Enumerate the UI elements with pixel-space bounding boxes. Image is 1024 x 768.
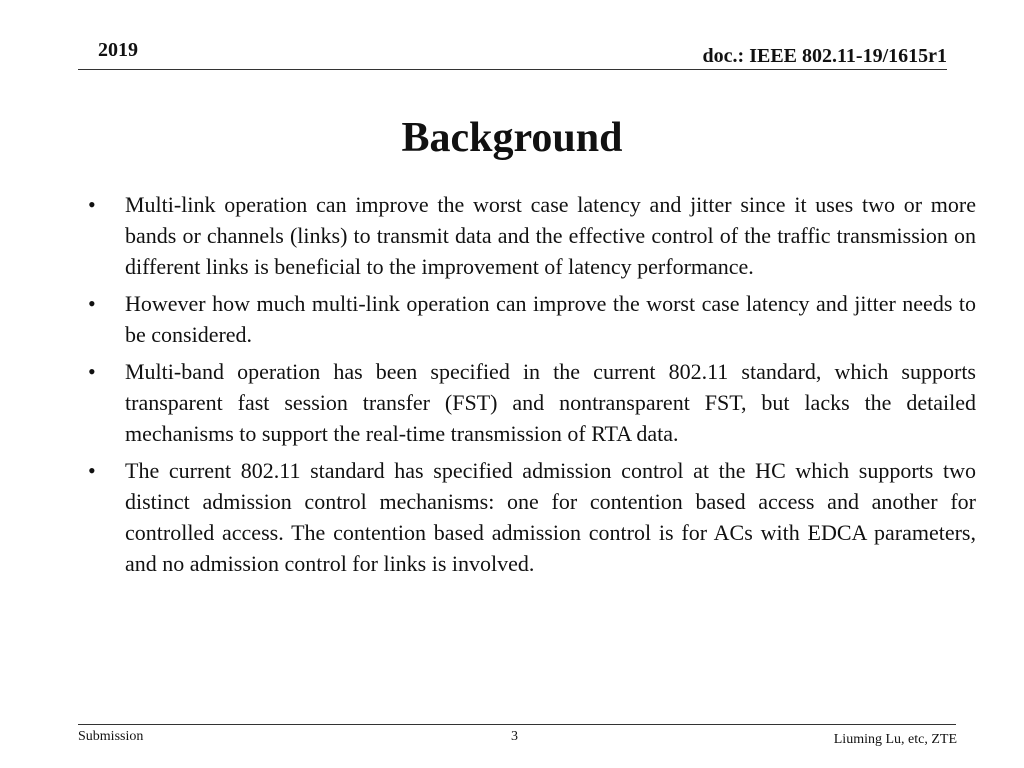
bullet-item (88, 288, 976, 350)
header-divider (78, 69, 947, 70)
bullet-marker: • (88, 359, 96, 384)
bullet-text: Multi-band operation has been specified in the current 802.11 standard, which supports transparent fast session transfer (FST) and nontransparent FST, but lacks the detailed mechanisms to support the real-time transmission of RTA data. (125, 359, 976, 446)
bullet-text: The current 802.11 standard has specified admission control at the HC which supports two distinct admission control mechanisms: one for contention based access and another for controlled access. The contention based admission control is for ACs with EDCA parameters, and no admission control for links is involved. (125, 458, 976, 576)
bullet-marker: • (88, 458, 96, 483)
slide-title: Background (401, 115, 623, 161)
bullet-item (88, 189, 976, 282)
header-doc-id: doc.: IEEE 802.11-19/1615r1 (702, 45, 947, 67)
footer-page-number: 3 (511, 729, 518, 744)
bullet-text: Multi-link operation can improve the worst case latency and jitter since it uses two or more bands or channels (links) to transmit data and the effective control of the traffic transmission on different links is beneficial to the improvement of latency performance. (125, 192, 976, 279)
footer-submission: Submission (78, 729, 144, 744)
footer-divider (78, 724, 956, 725)
bullet-list (88, 189, 976, 585)
footer-author: Liuming Lu, etc, ZTE (833, 732, 957, 747)
bullet-item (88, 455, 976, 579)
bullet-item (88, 356, 976, 449)
bullet-marker: • (88, 291, 96, 316)
bullet-text: However how much multi-link operation can improve the worst case latency and jitter needs to be considered. (125, 291, 976, 347)
bullet-marker: • (88, 192, 96, 217)
header-year: 2019 (98, 39, 138, 61)
